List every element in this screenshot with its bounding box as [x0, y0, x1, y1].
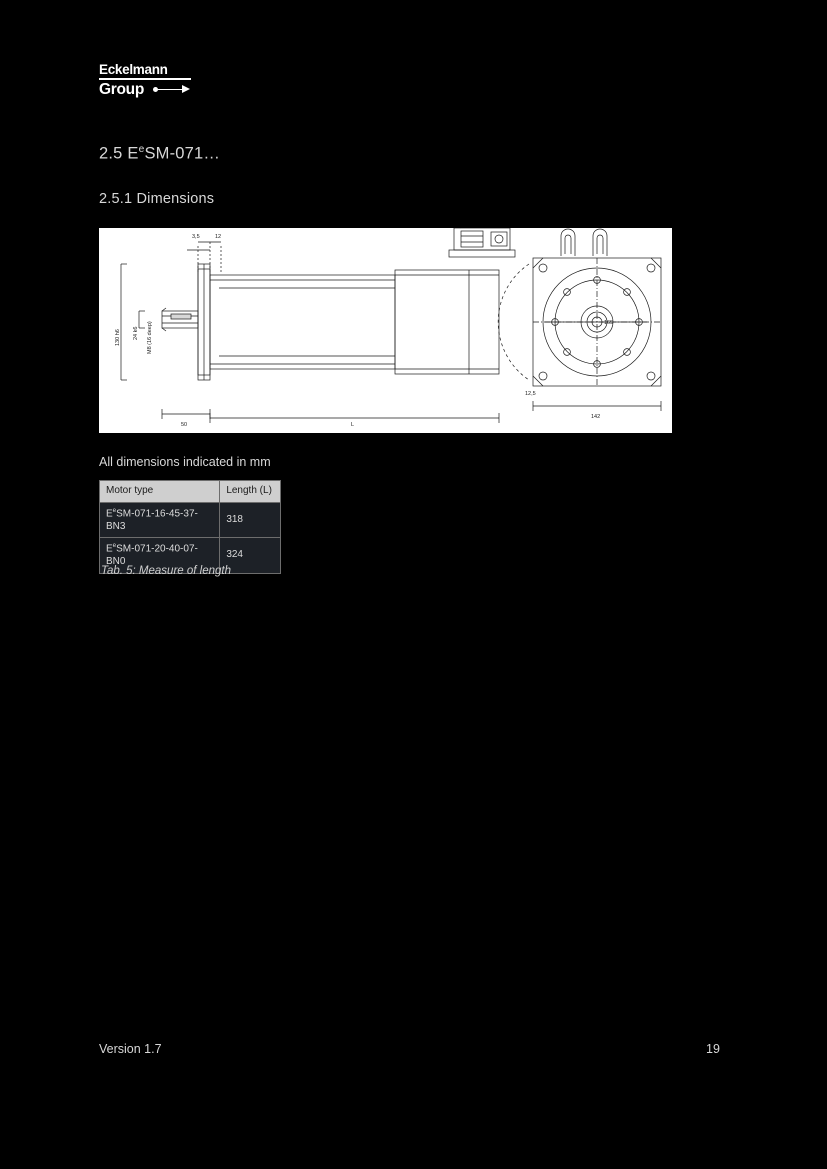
- table-header-length: Length (L): [220, 481, 281, 503]
- dimension-drawing-figure: [99, 228, 672, 433]
- subsection-heading: [99, 191, 214, 207]
- dim-label-165: 165: [604, 320, 614, 326]
- dim-label-24k6: 24 k6: [133, 326, 139, 340]
- length-table: [99, 480, 281, 574]
- table-row: [100, 503, 281, 538]
- table-header-motor-type: Motor type: [100, 481, 220, 503]
- table-cell-motor-type: $E^eSM-071-20-40-07-BN0$: [100, 538, 220, 573]
- section-title-sup: e: [138, 144, 145, 155]
- logo-line2-row: [99, 81, 191, 98]
- table-cell-length: 318: [220, 503, 281, 538]
- dim-label-m8: M8 (16 deep): [147, 321, 153, 354]
- company-logo: [99, 62, 191, 100]
- dim-label-130h6: 130 h6: [115, 329, 121, 346]
- dot-arrow-icon: [153, 84, 191, 94]
- logo-line1: Eckelmann: [99, 62, 168, 77]
- section-title-pre: E: [127, 144, 139, 163]
- dim-label-50: 50: [181, 422, 188, 428]
- dimensions-note: All dimensions indicated in mm: [99, 455, 271, 469]
- subsection-title: Dimensions: [136, 191, 215, 207]
- table-caption: Tab. 5: Measure of length: [101, 565, 231, 577]
- logo-line2-text: Group: [99, 80, 144, 98]
- section-number: 2.5: [99, 144, 123, 163]
- dim-label-3-5: 3,5: [192, 234, 200, 240]
- footer-page-number: 19: [706, 1042, 720, 1056]
- section-heading: [99, 144, 220, 164]
- dim-label-142: 142: [591, 414, 601, 420]
- dim-label-12-5: 12,5: [525, 391, 536, 397]
- table-cell-length: 324: [220, 538, 281, 573]
- dim-label-L: L: [351, 422, 355, 428]
- table-header-row: [100, 481, 281, 503]
- section-title-post: SM-071…: [144, 144, 221, 163]
- logo-divider: [99, 78, 191, 80]
- table-cell-motor-type: $E^eSM-071-16-45-37-BN3$: [100, 503, 220, 538]
- dim-label-12: 12: [215, 234, 222, 240]
- subsection-number: 2.5.1: [99, 191, 133, 207]
- footer-version: Version 1.7: [99, 1042, 162, 1056]
- dimension-drawing-svg: [99, 228, 672, 433]
